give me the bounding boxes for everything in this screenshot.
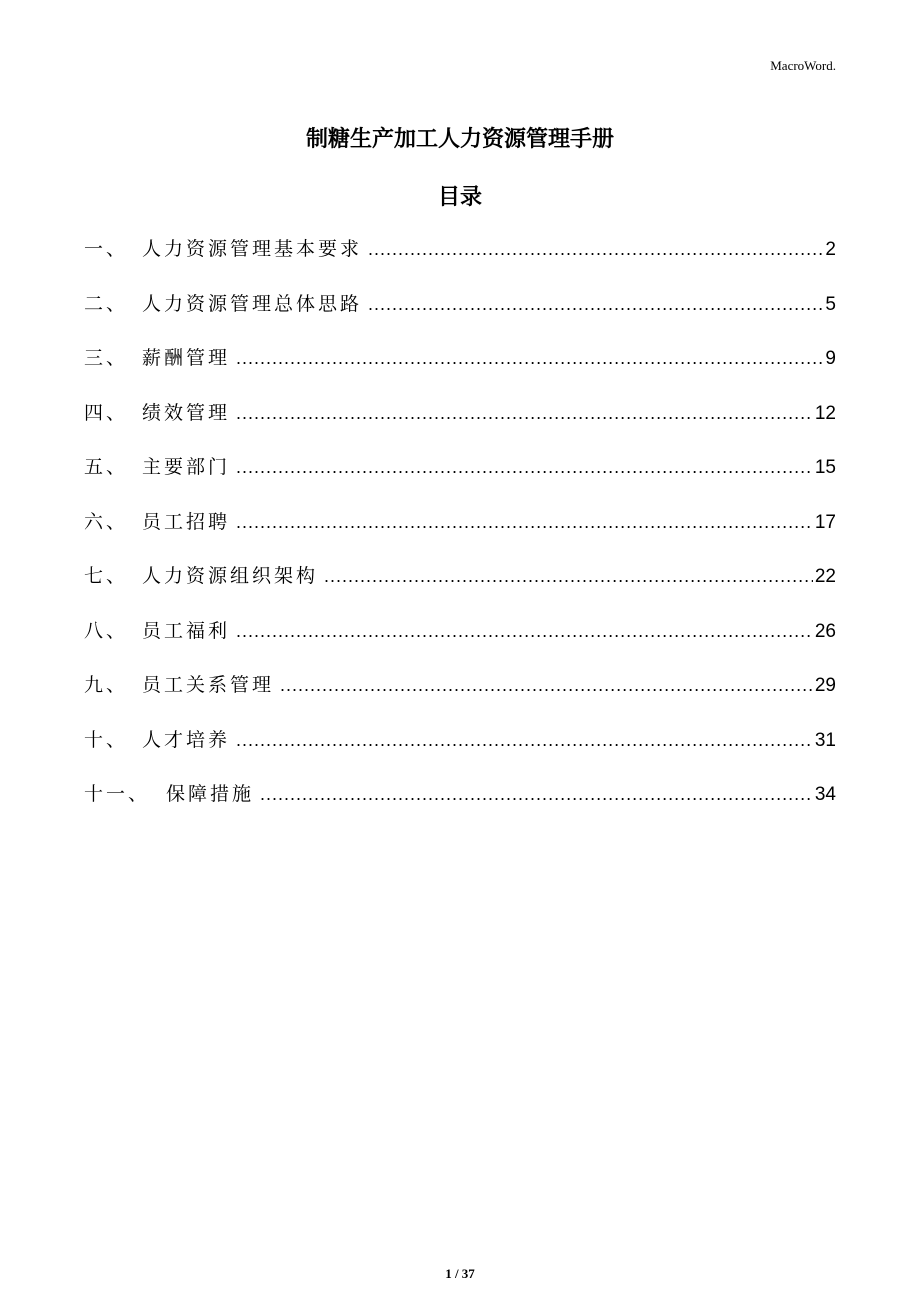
toc-entry-label: 绩效管理 [142, 401, 231, 424]
toc-entry-page: 29 [814, 675, 836, 696]
toc-dot-leader [368, 294, 823, 315]
toc-dot-leader [236, 730, 813, 751]
toc-entry-number: 七、 [84, 565, 129, 587]
toc-entry-number: 三、 [84, 347, 129, 369]
table-of-contents [84, 234, 836, 834]
toc-entry-label: 人才培养 [142, 728, 231, 751]
toc-entry[interactable] [84, 398, 836, 453]
toc-entry[interactable] [84, 452, 836, 507]
toc-entry[interactable] [84, 289, 836, 344]
toc-entry-number: 八、 [84, 619, 129, 642]
toc-entry-page: 15 [814, 457, 836, 478]
header-brand: MacroWord. [770, 58, 836, 73]
toc-entry-page: 2 [825, 239, 836, 260]
toc-dot-leader [236, 403, 813, 424]
toc-dot-leader [324, 566, 813, 587]
toc-entry-page: 17 [814, 511, 836, 533]
toc-entry[interactable] [84, 670, 836, 725]
toc-entry-label: 薪酬管理 [142, 347, 231, 369]
toc-entry-number: 九、 [84, 674, 129, 696]
toc-entry-page: 26 [814, 620, 836, 642]
toc-dot-leader [280, 675, 813, 696]
page-indicator: 1 / 37 [445, 1266, 475, 1281]
toc-entry-number: 六、 [84, 510, 129, 533]
toc-dot-leader [236, 621, 813, 642]
toc-heading: 目录 [437, 185, 482, 210]
toc-entry-label: 主要部门 [142, 456, 231, 478]
toc-entry-page: 31 [814, 729, 836, 751]
toc-entry-page: 22 [814, 566, 836, 587]
toc-entry-number: 十一、 [84, 783, 151, 805]
toc-entry-label: 员工关系管理 [142, 674, 275, 696]
toc-dot-leader [236, 348, 823, 369]
toc-entry-number: 四、 [84, 401, 129, 424]
toc-entry-number: 二、 [84, 292, 129, 315]
toc-entry[interactable] [84, 616, 836, 671]
toc-entry-page: 5 [825, 293, 836, 315]
toc-dot-leader [236, 512, 813, 533]
toc-entry-number: 十、 [84, 728, 129, 751]
toc-entry[interactable] [84, 725, 836, 780]
toc-entry-label: 保障措施 [166, 783, 255, 805]
toc-entry-page: 34 [814, 784, 836, 805]
toc-entry-label: 员工福利 [142, 619, 231, 642]
toc-dot-leader [260, 784, 813, 805]
toc-entry-number: 一、 [84, 238, 129, 260]
toc-entry[interactable] [84, 561, 836, 616]
toc-entry-label: 人力资源管理基本要求 [142, 238, 363, 260]
toc-entry-label: 人力资源组织架构 [142, 565, 319, 587]
toc-entry-page: 12 [814, 402, 836, 424]
toc-entry[interactable] [84, 507, 836, 562]
toc-entry-label: 人力资源管理总体思路 [142, 292, 363, 315]
toc-entry[interactable] [84, 343, 836, 398]
toc-entry[interactable] [84, 234, 836, 289]
toc-dot-leader [236, 457, 813, 478]
toc-entry[interactable] [84, 779, 836, 834]
toc-dot-leader [368, 239, 823, 260]
toc-entry-number: 五、 [84, 456, 129, 478]
toc-entry-page: 9 [825, 348, 836, 369]
toc-entry-label: 员工招聘 [142, 510, 231, 533]
document-title: 制糖生产加工人力资源管理手册 [305, 127, 614, 152]
